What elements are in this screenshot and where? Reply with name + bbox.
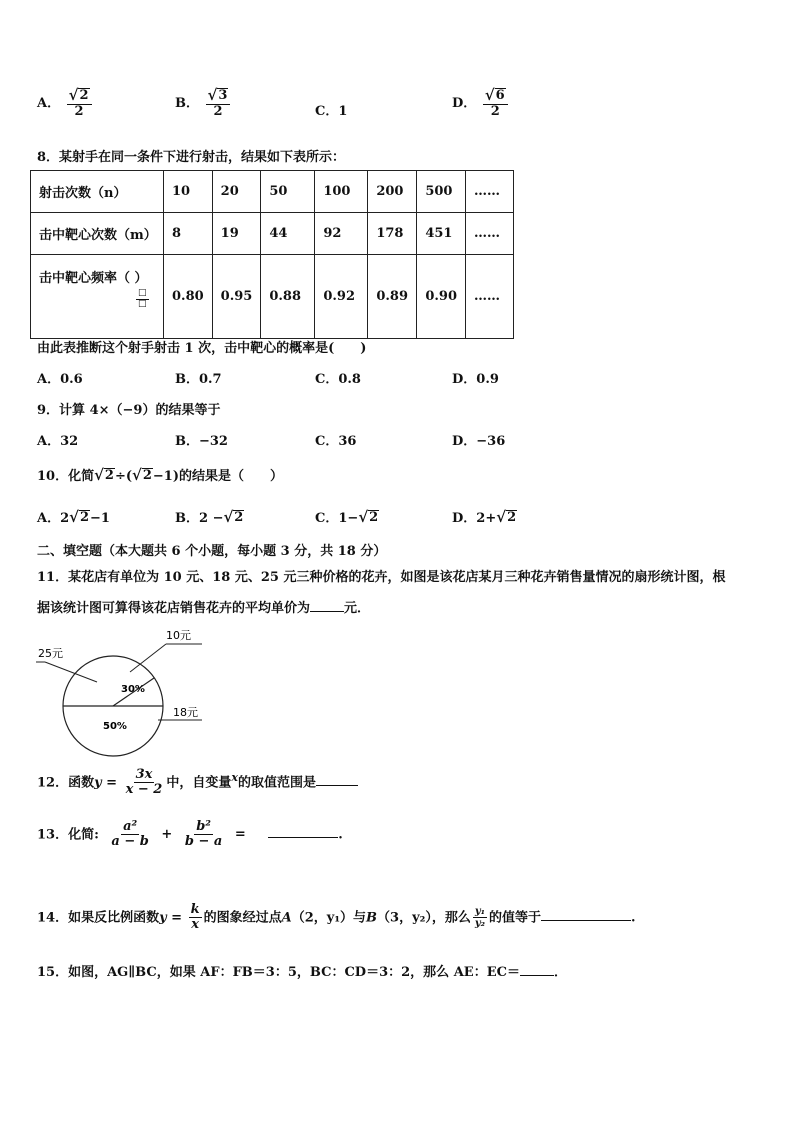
- table-cell: 92: [315, 213, 368, 255]
- table-cell: 500: [417, 171, 466, 213]
- q9-option-b: B．−32: [175, 434, 228, 449]
- row-label: 击中靶心次数（m）: [31, 213, 164, 255]
- leader-line: [130, 644, 166, 672]
- q11-line1: 11．某花店有单位为 10 元、18 元、25 元三种价格的花卉，如图是该花店某月三种花卉销售量情况的扇形统计图，根: [37, 570, 726, 585]
- table-cell: 0.92: [315, 255, 368, 339]
- table-cell: 0.95: [212, 255, 261, 339]
- pie-label: 10元: [166, 629, 191, 642]
- q12-stem: 12．函数y = $\frac{3x}{x - 2}$ 中，自变量$^x$的取值范围是: [37, 768, 358, 798]
- q8-option-a: A．0.6: [37, 372, 83, 387]
- q15-stem: 15．如图，AG∥BC，如果 AF：FB＝3：5，BC：CD＝3：2，那么 AE：EC＝ ．: [37, 965, 567, 980]
- q13-stem: 13．化简: $\frac{\text{a²}}{a - b}$ + $\frac{\text{b²}}{b - a}$ = .: [37, 819, 343, 850]
- q8-stem: 8．某射手在同一条件下进行射击，结果如下表所示：: [37, 150, 346, 165]
- table-cell: 44: [261, 213, 315, 255]
- table-cell: 50: [261, 171, 315, 213]
- table-cell: 10: [164, 171, 213, 213]
- q10-option-b: B．2 − √ 2: [175, 508, 244, 526]
- q8-option-d: D．0.9: [452, 372, 499, 387]
- row-label: 击中靶心频率（ ） □ □: [31, 255, 164, 339]
- q9-option-c: C．36: [315, 434, 357, 449]
- section-heading: 二、填空题（本大题共 6 个小题，每小题 3 分，共 18 分）: [37, 544, 387, 559]
- q10-option-a: A．2 √ 2 −1: [37, 508, 110, 526]
- table-cell: 20: [212, 171, 261, 213]
- table-row: [31, 213, 514, 255]
- table-cell: ……: [466, 255, 514, 339]
- table-cell: 0.80: [164, 255, 213, 339]
- q9-option-d: D．−36: [452, 434, 506, 449]
- q7-option-c: C．1: [315, 104, 348, 119]
- q10-stem: 10．化简 √ 2 ÷( √ 2 −1)的结果是（ ）: [37, 466, 284, 484]
- pie-label: 25元: [38, 647, 63, 660]
- table-cell: 451: [417, 213, 466, 255]
- table-cell: 200: [368, 171, 417, 213]
- table-cell: 0.90: [417, 255, 466, 339]
- q11-line2: 据该统计图可算得该花店销售花卉的平均单价为 元．: [37, 601, 371, 616]
- table-cell: 178: [368, 213, 417, 255]
- q7-option-d: D． √ 6 2: [452, 88, 510, 119]
- q14-stem: 14．如果反比例函数y = $\frac{k}{x}$ 的图象经过点A（2，y₁）与B（3，y₂），那么 $\frac{\text{y₁}}{\text{y₂}}$ 的值等于 .: [37, 902, 636, 933]
- q9-stem: 9．计算 4×（−9）的结果等于: [37, 403, 221, 418]
- table-row: [31, 255, 514, 339]
- table-cell: 19: [212, 213, 261, 255]
- q10-option-d: D．2+ √ 2: [452, 508, 517, 526]
- pie-chart: [36, 624, 206, 764]
- table-row: [31, 171, 514, 213]
- q8-question: 由此表推断这个射手射击 1 次，击中靶心的概率是( ): [37, 341, 367, 356]
- pie-pct-label: 30%: [121, 684, 145, 695]
- shooting-table: [30, 170, 514, 339]
- q10-option-c: C．1− √ 2: [315, 508, 379, 526]
- table-cell: 8: [164, 213, 213, 255]
- table-cell: 0.88: [261, 255, 315, 339]
- q9-option-a: A．32: [37, 434, 79, 449]
- q7-option-a: A． √ 2 2: [37, 88, 94, 119]
- table-cell: ……: [466, 213, 514, 255]
- table-cell: 100: [315, 171, 368, 213]
- pie-pct-label: 50%: [103, 721, 127, 732]
- q8-option-c: C．0.8: [315, 372, 361, 387]
- q8-option-b: B．0.7: [175, 372, 222, 387]
- q7-option-b: B． √ 3 2: [175, 88, 232, 119]
- table-cell: 0.89: [368, 255, 417, 339]
- row-label: 射击次数（n）: [31, 171, 164, 213]
- table-cell: ……: [466, 171, 514, 213]
- pie-label: 18元: [173, 706, 198, 719]
